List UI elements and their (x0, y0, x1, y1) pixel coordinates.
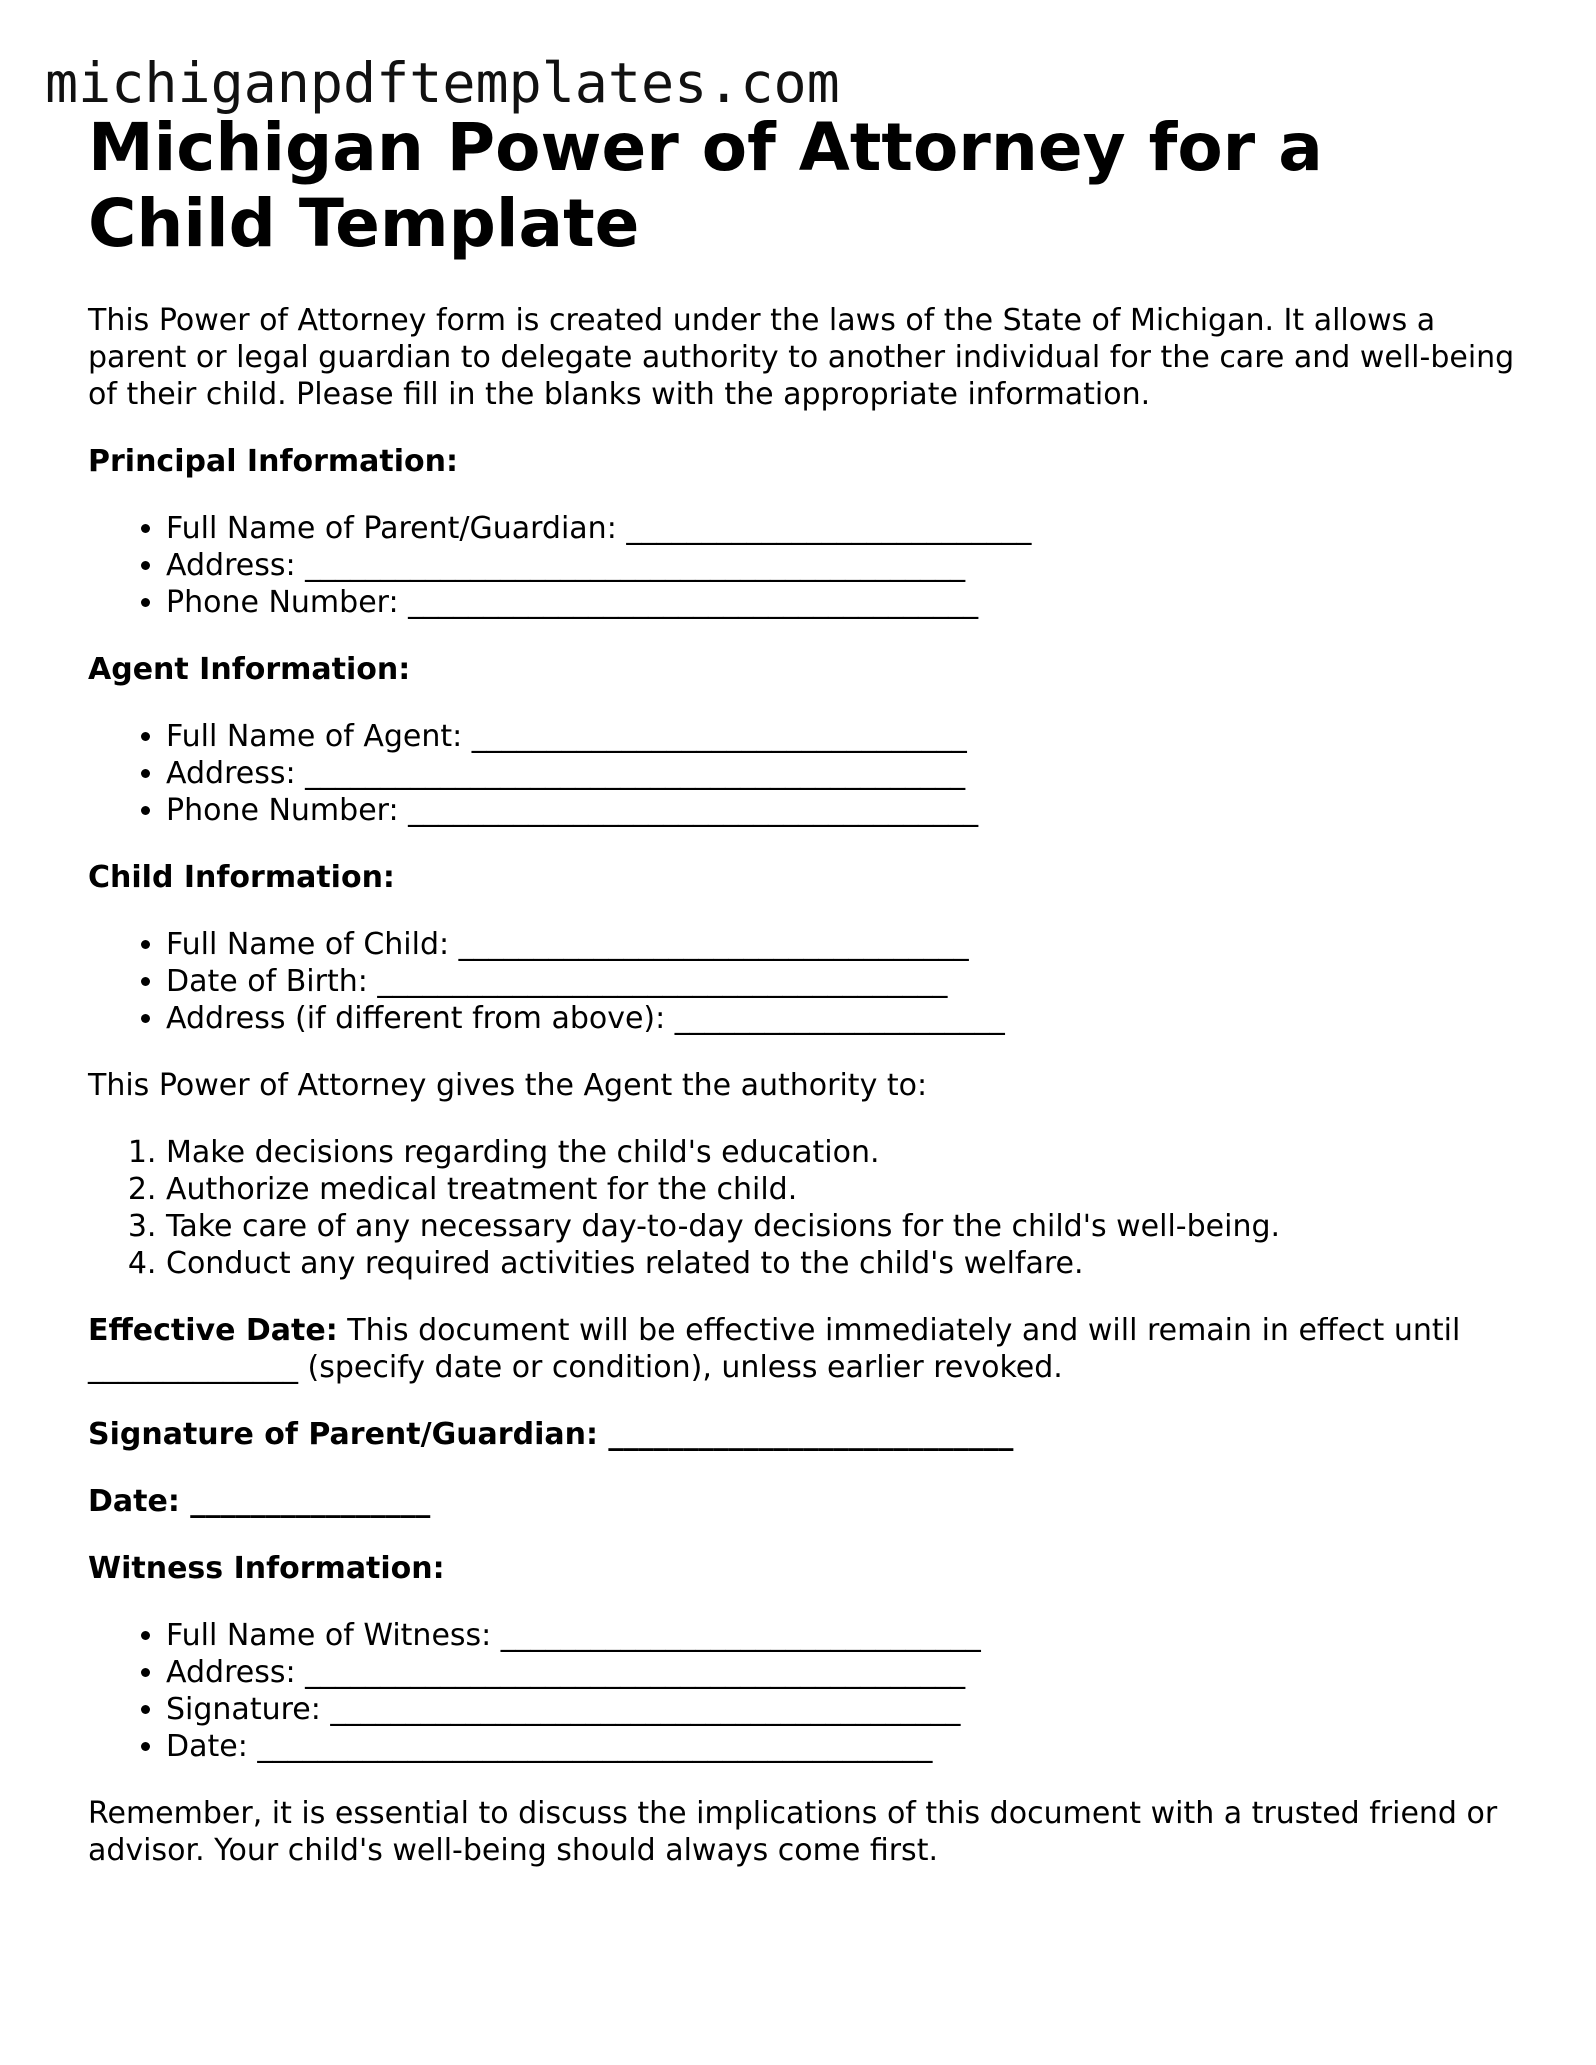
effective-date-paragraph (88, 1312, 1518, 1386)
child-dob-field[interactable]: • Date of Birth: ______________________________________ (166, 963, 1518, 1000)
child-name-field[interactable]: • Full Name of Child: __________________________________ (166, 926, 1518, 963)
authority-intro: This Power of Attorney gives the Agent the authority to: (88, 1068, 928, 1103)
authority-item: 2. Authorize medical treatment for the child. (166, 1171, 1518, 1208)
child-list (88, 926, 1518, 1037)
principal-address-field[interactable]: • Address: ____________________________________________ (166, 547, 1518, 584)
effective-date-label: Effective Date: (88, 1313, 338, 1348)
child-address-field[interactable]: • Address (if different from above): ______________________ (166, 1000, 1518, 1037)
agent-list (88, 718, 1518, 829)
witness-address-field[interactable]: • Address: ____________________________________________ (166, 1654, 1518, 1691)
authority-item: 1. Make decisions regarding the child's education. (166, 1134, 1518, 1171)
date-label: Date: (88, 1484, 180, 1519)
agent-name-field[interactable]: • Full Name of Agent: _________________________________ (166, 718, 1518, 755)
witness-name-field[interactable]: • Full Name of Witness: ________________________________ (166, 1617, 1518, 1654)
principal-heading: Principal Information: (88, 444, 459, 479)
signature-blank[interactable]: ___________________________ (597, 1417, 1014, 1452)
date-line (88, 1483, 1518, 1520)
witness-date-field[interactable]: • Date: _____________________________________________ (166, 1728, 1518, 1765)
effective-date-text[interactable]: This document will be effective immediately and will remain in effect until ______________ (specify date or condition), unless earlier revoked. (88, 1313, 1461, 1385)
closing-paragraph: Remember, it is essential to discuss the implications of this document with a trusted friend or advisor. Your child's well-being should always come first. (88, 1796, 1498, 1868)
watermark-text: michiganpdftemplates.com (45, 51, 840, 115)
authority-item: 4. Conduct any required activities related to the child's welfare. (166, 1245, 1518, 1282)
agent-phone-field[interactable]: • Phone Number: ______________________________________ (166, 792, 1518, 829)
agent-heading: Agent Information: (88, 652, 411, 687)
principal-phone-field[interactable]: • Phone Number: ______________________________________ (166, 584, 1518, 621)
signature-line (88, 1416, 1518, 1453)
principal-list (88, 510, 1518, 621)
document-title: Michigan Power of Attorney for a Child Template (88, 109, 1323, 262)
authority-list (88, 1134, 1518, 1282)
authority-item: 3. Take care of any necessary day-to-day decisions for the child's well-being. (166, 1208, 1518, 1245)
document-body (88, 110, 1518, 1869)
intro-paragraph: This Power of Attorney form is created under the laws of the State of Michigan. It allows a parent or legal guardian to delegate authority to another individual for the care and well-being of their child. Please fill in the blanks with the appropriate information. (88, 303, 1515, 412)
witness-list (88, 1617, 1518, 1765)
principal-name-field[interactable]: • Full Name of Parent/Guardian: ___________________________ (166, 510, 1518, 547)
agent-address-field[interactable]: • Address: ____________________________________________ (166, 755, 1518, 792)
signature-label: Signature of Parent/Guardian: (88, 1417, 598, 1452)
child-heading: Child Information: (88, 860, 395, 895)
date-blank[interactable]: ________________ (179, 1484, 431, 1519)
witness-signature-field[interactable]: • Signature: __________________________________________ (166, 1691, 1518, 1728)
witness-heading: Witness Information: (88, 1551, 445, 1586)
